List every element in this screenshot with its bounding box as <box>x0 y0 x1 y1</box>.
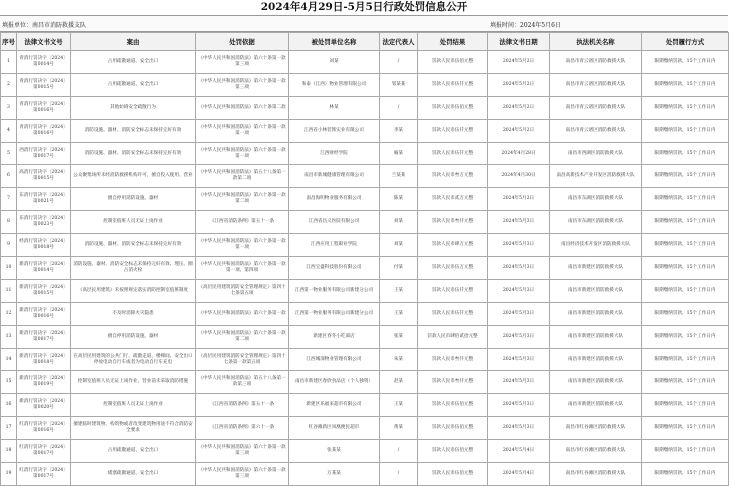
cell-index: 12 <box>1 302 17 325</box>
cell-document-number: 新消行罚决字〔2024〕第0018号 <box>17 348 71 371</box>
cell-document-date: 2024年5月3日 <box>488 257 550 280</box>
reporting-unit-label: 填报单位： <box>2 22 33 29</box>
cell-index: 11 <box>1 279 17 302</box>
cell-case-cause: 《高层民用建筑》未按照规定落实消防控制室值班制度 <box>71 279 196 302</box>
cell-legal-basis: 《中华人民共和国消防法》第六十条第一款 <box>196 302 289 325</box>
cell-penalty-result: 罚款人民币伍佰元整 <box>418 463 488 486</box>
cell-case-cause: 占用疏散通道、安全出口 <box>71 440 196 463</box>
cell-document-number: 高消行罚决字〔2024〕第0015号 <box>17 165 71 188</box>
cell-penalized-party: 张某某 <box>289 440 380 463</box>
table-row <box>1 440 729 463</box>
cell-penalized-party: 刘某 <box>289 51 380 74</box>
cell-enforcement-agency: 南昌经济技术开发区消防救援大队 <box>550 234 642 257</box>
cell-penalized-party: 新建区春冬小吃部店 <box>289 325 380 348</box>
cell-penalized-party: 和泰（江西）物业管理有限公司 <box>289 73 380 96</box>
cell-penalized-party: 南昌市新建区春欣食品店（个人独资） <box>289 371 380 394</box>
cell-penalized-party: 江西应用工程职业学院 <box>289 234 380 257</box>
cell-penalty-result: 罚款人民币伍仟元整 <box>418 73 488 96</box>
cell-penalty-result: 罚款人民币伍万元整 <box>418 257 488 280</box>
cell-legal-basis: 《中华人民共和国消防法》第五十八条第一款第三项 <box>196 371 289 394</box>
cell-legal-basis: 《中华人民共和国消防法》第六十条第一款第三项 <box>196 73 289 96</box>
cell-document-date: 2024年5月3日 <box>488 394 550 417</box>
cell-legal-representative: 邹某某 <box>380 73 418 96</box>
cell-index: 9 <box>1 234 17 257</box>
cell-penalized-party: 江西财经学院 <box>289 142 380 165</box>
cell-enforcement-agency: 南昌市新建区消防救援大队 <box>550 394 642 417</box>
cell-case-cause: 擅建临时建筑物、构筑物或者改变建筑物用途不符合消防安全要求 <box>71 417 196 440</box>
cell-document-date: 2024年5月2日 <box>488 73 550 96</box>
cell-penalized-party: 南昌海明物业服务有限公司 <box>289 188 380 211</box>
cell-document-date: 2024年5月3日 <box>488 211 550 234</box>
cell-legal-representative: 刘某 <box>380 211 418 234</box>
cell-legal-representative: 兰某某 <box>380 165 418 188</box>
cell-enforcement-agency: 南昌市红谷滩区消防救援大队 <box>550 417 642 440</box>
cell-index: 6 <box>1 165 17 188</box>
cell-fulfillment-method: 限期缴纳罚款，15个工作日内 <box>642 348 729 371</box>
header-case-cause: 案由 <box>71 33 196 51</box>
cell-penalty-result: 罚款人民币伍佰元整 <box>418 51 488 74</box>
cell-index: 13 <box>1 325 17 348</box>
cell-index: 4 <box>1 119 17 142</box>
cell-penalized-party: 万某某 <box>289 463 380 486</box>
cell-penalized-party: 南昌市新城健康管理有限公司 <box>289 165 380 188</box>
cell-penalty-result: 罚款人民币肆佰贰拾元整 <box>418 325 488 348</box>
table-row <box>1 371 729 394</box>
cell-penalized-party: 林某 <box>289 96 380 119</box>
cell-fulfillment-method: 限期缴纳罚款，15个工作日内 <box>642 394 729 417</box>
cell-legal-basis: 《高层民用建筑消防安全管理规定》第四十七条第五项 <box>196 279 289 302</box>
cell-fulfillment-method: 限期缴纳罚款，15个工作日内 <box>642 96 729 119</box>
cell-legal-representative: 王某 <box>380 302 418 325</box>
table-row <box>1 348 729 371</box>
cell-penalty-result: 罚款人民币叁仟元整 <box>418 371 488 394</box>
cell-legal-basis: 《中华人民共和国消防法》第六十条第一款第二项 <box>196 188 289 211</box>
table-row <box>1 165 729 188</box>
cell-index: 14 <box>1 348 17 371</box>
header-fulfillment-method: 处罚履行方式 <box>642 33 729 51</box>
cell-document-date: 2024年5月4日 <box>488 463 550 486</box>
cell-fulfillment-method: 限期缴纳罚款，15个工作日内 <box>642 417 729 440</box>
cell-case-cause: 占用疏散通道、安全出口 <box>71 73 196 96</box>
cell-fulfillment-method: 限期缴纳罚款，15个工作日内 <box>642 302 729 325</box>
cell-document-number: 东消行罚决字〔2024〕第0021号 <box>17 188 71 211</box>
cell-legal-representative: 陈某 <box>380 188 418 211</box>
table-row <box>1 96 729 119</box>
cell-enforcement-agency: 南昌市新建区消防救援大队 <box>550 257 642 280</box>
cell-index: 19 <box>1 463 17 486</box>
cell-legal-representative: / <box>380 96 418 119</box>
cell-index: 3 <box>1 96 17 119</box>
cell-penalty-result: 罚款人民币叁仟元整 <box>418 211 488 234</box>
cell-legal-basis: 《中华人民共和国消防法》第六十条第一款第一项 <box>196 119 289 142</box>
cell-document-number: 新消行罚决字〔2024〕第0019号 <box>17 371 71 394</box>
cell-document-number: 青消行罚决字〔2024〕第0016号 <box>17 96 71 119</box>
table-row <box>1 394 729 417</box>
cell-legal-representative: 王某 <box>380 394 418 417</box>
cell-penalized-party: 江西宝盛科技股份有限公司 <box>289 257 380 280</box>
cell-index: 16 <box>1 394 17 417</box>
cell-penalty-result: 罚款人民币叁仟元整 <box>418 348 488 371</box>
cell-fulfillment-method: 限期缴纳罚款，15个工作日内 <box>642 165 729 188</box>
cell-legal-basis: 《中华人民共和国消防法》第六十条第一款第一项 <box>196 234 289 257</box>
cell-legal-basis: 《江西省消防条例》第五十一条 <box>196 394 289 417</box>
cell-document-date: 2024年5月2日 <box>488 51 550 74</box>
cell-document-date: 2024年5月2日 <box>488 96 550 119</box>
cell-fulfillment-method: 限期缴纳罚款，15个工作日内 <box>642 119 729 142</box>
cell-case-cause: 其他妨碍安全疏散行为 <box>71 96 196 119</box>
cell-document-date: 2024年5月3日 <box>488 234 550 257</box>
header-enforcement-agency: 执法机关名称 <box>550 33 642 51</box>
reporting-unit-value: 南昌市消防救援支队 <box>32 22 87 29</box>
cell-legal-representative: 张某 <box>380 325 418 348</box>
header-penalty-result: 处罚结果 <box>418 33 488 51</box>
cell-penalty-result: 罚款人民币伍佰元整 <box>418 417 488 440</box>
cell-document-number: 红消行罚决字〔2024〕第0017号 <box>17 440 71 463</box>
cell-legal-basis: 《中华人民共和国消防法》第六十条第一款第二项 <box>196 325 289 348</box>
cell-index: 17 <box>1 417 17 440</box>
cell-document-date: 2024年4月30日 <box>488 165 550 188</box>
cell-fulfillment-method: 限期缴纳罚款，15个工作日内 <box>642 188 729 211</box>
cell-penalized-party: 红谷滩新区凤凰便民超市 <box>289 417 380 440</box>
cell-index: 7 <box>1 188 17 211</box>
cell-case-cause: 控制室值班人员无证上岗作业 <box>71 211 196 234</box>
cell-enforcement-agency: 南昌市新建区消防救援大队 <box>550 302 642 325</box>
cell-enforcement-agency: 南昌市东湖区消防救援大队 <box>550 188 642 211</box>
cell-fulfillment-method: 限期缴纳罚款，15个工作日内 <box>642 234 729 257</box>
table-row <box>1 302 729 325</box>
cell-case-cause: 堵塞疏散通道、安全出口 <box>71 463 196 486</box>
cell-legal-basis: 《中华人民共和国消防法》第五十八条第一款第二项 <box>196 165 289 188</box>
cell-penalized-party: 江西省小林装饰实业有限公司 <box>289 119 380 142</box>
cell-penalty-result: 罚款人民币伍仟元整 <box>418 142 488 165</box>
cell-case-cause: 消防设施、器材、消防安全标志未保持完好有效 <box>71 142 196 165</box>
cell-enforcement-agency: 南昌市西湖区消防救援大队 <box>550 142 642 165</box>
cell-legal-representative: 喻某 <box>380 142 418 165</box>
cell-penalty-result: 罚款人民币贰万元整 <box>418 188 488 211</box>
cell-enforcement-agency: 南昌市青云谱区消防救援大队 <box>550 119 642 142</box>
cell-document-date: 2024年5月3日 <box>488 279 550 302</box>
cell-index: 10 <box>1 257 17 280</box>
reporting-unit <box>2 20 86 29</box>
cell-legal-representative: 朱某 <box>380 348 418 371</box>
cell-enforcement-agency: 南昌市青云谱区消防救援大队 <box>550 51 642 74</box>
cell-document-date: 2024年5月4日 <box>488 440 550 463</box>
cell-legal-basis: 《中华人民共和国消防法》第六十条第一款第一项、第四项 <box>196 257 289 280</box>
table-row <box>1 279 729 302</box>
table-row <box>1 142 729 165</box>
cell-enforcement-agency: 南昌市红谷滩区消防救援大队 <box>550 463 642 486</box>
cell-fulfillment-method: 限期缴纳罚款，15个工作日内 <box>642 325 729 348</box>
header-document-number: 法律文书文号 <box>17 33 71 51</box>
cell-penalty-result: 罚款人民币叁万元整 <box>418 165 488 188</box>
penalty-table <box>0 32 729 486</box>
cell-legal-representative: 李某 <box>380 119 418 142</box>
header-legal-basis: 处罚依据 <box>196 33 289 51</box>
document-title: 2024年4月29日-5月5日行政处罚信息公开 <box>260 1 468 13</box>
header-document-date: 法律文书日期 <box>488 33 550 51</box>
cell-document-date: 2024年4月28日 <box>488 142 550 165</box>
cell-fulfillment-method: 限期缴纳罚款，15个工作日内 <box>642 211 729 234</box>
cell-case-cause: 消防设施、器材、消防安全标志未保持完好有效 <box>71 234 196 257</box>
cell-document-number: 东消行罚决字〔2024〕第0023号 <box>17 211 71 234</box>
cell-penalty-result: 罚款人民币肆万元整 <box>418 234 488 257</box>
table-row <box>1 417 729 440</box>
cell-document-number: 新消行罚决字〔2024〕第0017号 <box>17 325 71 348</box>
cell-legal-representative: 王某 <box>380 279 418 302</box>
cell-fulfillment-method: 限期缴纳罚款，15个工作日内 <box>642 142 729 165</box>
cell-case-cause: 在高层民用建筑的公共门厅、疏散走道、楼梯间、安全出口停放电动自行车或者为电动自行车充电 <box>71 348 196 371</box>
cell-enforcement-agency: 南昌高新技术产业开发区消防救援大队 <box>550 165 642 188</box>
table-row <box>1 211 729 234</box>
cell-document-number: 红消行罚决字〔2024〕第0017号 <box>17 463 71 486</box>
cell-document-number: 经消行罚决字〔2024〕第0018号 <box>17 234 71 257</box>
cell-document-date: 2024年5月3日 <box>488 417 550 440</box>
cell-fulfillment-method: 限期缴纳罚款，15个工作日内 <box>642 371 729 394</box>
cell-legal-representative: 黄某 <box>380 417 418 440</box>
cell-index: 18 <box>1 440 17 463</box>
cell-legal-basis: 《江西省消防条例》第五十一条 <box>196 211 289 234</box>
cell-fulfillment-method: 限期缴纳罚款，15个工作日内 <box>642 257 729 280</box>
cell-case-cause: 不及时消除火灾隐患 <box>71 302 196 325</box>
cell-case-cause: 占用疏散通道、安全出口 <box>71 51 196 74</box>
cell-index: 15 <box>1 371 17 394</box>
cell-penalty-result: 罚款人民币伍佰元整 <box>418 440 488 463</box>
cell-fulfillment-method: 限期缴纳罚款，15个工作日内 <box>642 51 729 74</box>
reporting-date-value: 2024年5月6日 <box>520 22 561 29</box>
cell-document-date: 2024年5月2日 <box>488 119 550 142</box>
cell-document-date: 2024年5月3日 <box>488 302 550 325</box>
cell-penalized-party: 江西省昌义医院有限公司 <box>289 211 380 234</box>
cell-fulfillment-method: 限期缴纳罚款，15个工作日内 <box>642 279 729 302</box>
cell-document-number: 青消行罚决字〔2024〕第0015号 <box>17 73 71 96</box>
cell-penalty-result: 罚款人民币伍仟元整 <box>418 119 488 142</box>
cell-penalty-result: 罚款人民币伍佰元整 <box>418 96 488 119</box>
cell-case-cause: 公众聚集场所未经消防救援机构许可，擅自投入使用、营业 <box>71 165 196 188</box>
cell-case-cause: 控制室值班人员无证上岗作业 <box>71 394 196 417</box>
table-header-row <box>1 33 729 51</box>
cell-enforcement-agency: 南昌市东湖区消防救援大队 <box>550 211 642 234</box>
cell-document-number: 新消行罚决字〔2024〕第0020号 <box>17 394 71 417</box>
cell-legal-basis: 《中华人民共和国消防法》第六十条第一款第三项 <box>196 51 289 74</box>
cell-legal-basis: 《中华人民共和国消防法》第六十条第一款第三项 <box>196 463 289 486</box>
cell-legal-basis: 《高层民用建筑消防安全管理规定》第四十七条第一款第五项 <box>196 348 289 371</box>
table-row <box>1 51 729 74</box>
cell-enforcement-agency: 南昌市青云谱区消防救援大队 <box>550 73 642 96</box>
table-row <box>1 463 729 486</box>
cell-legal-representative: / <box>380 440 418 463</box>
cell-case-cause: 控制室值班人员无证上岗作业，营业前未采取消防措施 <box>71 371 196 394</box>
table-row <box>1 119 729 142</box>
cell-legal-representative: 赵某 <box>380 371 418 394</box>
cell-index: 5 <box>1 142 17 165</box>
report-meta <box>0 15 728 32</box>
table-body <box>1 51 729 486</box>
cell-fulfillment-method: 限期缴纳罚款，15个工作日内 <box>642 463 729 486</box>
cell-legal-representative: / <box>380 463 418 486</box>
cell-enforcement-agency: 南昌市红谷滩区消防救援大队 <box>550 440 642 463</box>
cell-legal-representative: 付某 <box>380 257 418 280</box>
cell-document-date: 2024年5月3日 <box>488 325 550 348</box>
cell-document-number: 新消行罚决字〔2024〕第0015号 <box>17 279 71 302</box>
cell-legal-basis: 《中华人民共和国消防法》第六十条第一款第一项 <box>196 142 289 165</box>
header-index: 序号 <box>1 33 17 51</box>
cell-fulfillment-method: 限期缴纳罚款，15个工作日内 <box>642 73 729 96</box>
cell-enforcement-agency: 南昌市青云谱区消防救援大队 <box>550 96 642 119</box>
cell-document-number: 西消行罚决字〔2024〕第0017号 <box>17 142 71 165</box>
cell-case-cause: 消防设施、器材、消防安全标志未保持完好有效 <box>71 119 196 142</box>
cell-penalty-result: 罚款人民币伍仟元整 <box>418 279 488 302</box>
cell-document-date: 2024年5月2日 <box>488 188 550 211</box>
cell-document-number: 青消行罚决字〔2024〕第0014号 <box>17 51 71 74</box>
header-penalized-party: 被处罚单位名称 <box>289 33 380 51</box>
table-row <box>1 188 729 211</box>
table-row <box>1 234 729 257</box>
cell-penalty-result: 罚款人民币伍仟元整 <box>418 302 488 325</box>
cell-index: 1 <box>1 51 17 74</box>
cell-document-number: 红消行罚决字〔2024〕第0016号 <box>17 417 71 440</box>
cell-document-date: 2024年5月3日 <box>488 371 550 394</box>
cell-fulfillment-method: 限期缴纳罚款，15个工作日内 <box>642 440 729 463</box>
cell-case-cause: 擅自停用消防设施、器材 <box>71 325 196 348</box>
cell-legal-basis: 《江西省消防条例》第六十一条 <box>196 417 289 440</box>
cell-legal-basis: 《中华人民共和国消防法》第六十条第二款 <box>196 96 289 119</box>
cell-index: 2 <box>1 73 17 96</box>
reporting-date <box>490 20 561 29</box>
cell-legal-representative: 刘某 <box>380 234 418 257</box>
cell-penalized-party: 江西第一物业服务有限公司新建分公司 <box>289 302 380 325</box>
cell-index: 8 <box>1 211 17 234</box>
reporting-date-label: 填报时间： <box>490 22 521 29</box>
cell-penalized-party: 江西第一物业服务有限公司新建分公司 <box>289 279 380 302</box>
cell-enforcement-agency: 南昌市新建区消防救援大队 <box>550 348 642 371</box>
cell-legal-basis: 《中华人民共和国消防法》第六十条第一款第三项 <box>196 440 289 463</box>
cell-document-date: 2024年5月3日 <box>488 348 550 371</box>
cell-case-cause: 擅自停用消防设施、器材 <box>71 188 196 211</box>
cell-penalized-party: 江西城深物业管理有限公司 <box>289 348 380 371</box>
cell-document-number: 新消行罚决字〔2024〕第0014号 <box>17 257 71 280</box>
cell-penalized-party: 新建区乐福来超市有限公司 <box>289 394 380 417</box>
cell-case-cause: 消防设施、器材、消防安全标志未保持完好有效、埋压、圈占消火栓 <box>71 257 196 280</box>
cell-enforcement-agency: 南昌市新建区消防救援大队 <box>550 371 642 394</box>
header-legal-representative: 法定代表人 <box>380 33 418 51</box>
table-row <box>1 325 729 348</box>
table-row <box>1 73 729 96</box>
cell-document-number: 青消行罚决字〔2024〕第0016号 <box>17 119 71 142</box>
cell-document-number: 新消行罚决字〔2024〕第0016号 <box>17 302 71 325</box>
cell-enforcement-agency: 南昌市新建区消防救援大队 <box>550 325 642 348</box>
cell-legal-representative: / <box>380 51 418 74</box>
cell-penalty-result: 罚款人民币伍佰元整 <box>418 394 488 417</box>
table-row <box>1 257 729 280</box>
cell-enforcement-agency: 南昌市新建区消防救援大队 <box>550 279 642 302</box>
